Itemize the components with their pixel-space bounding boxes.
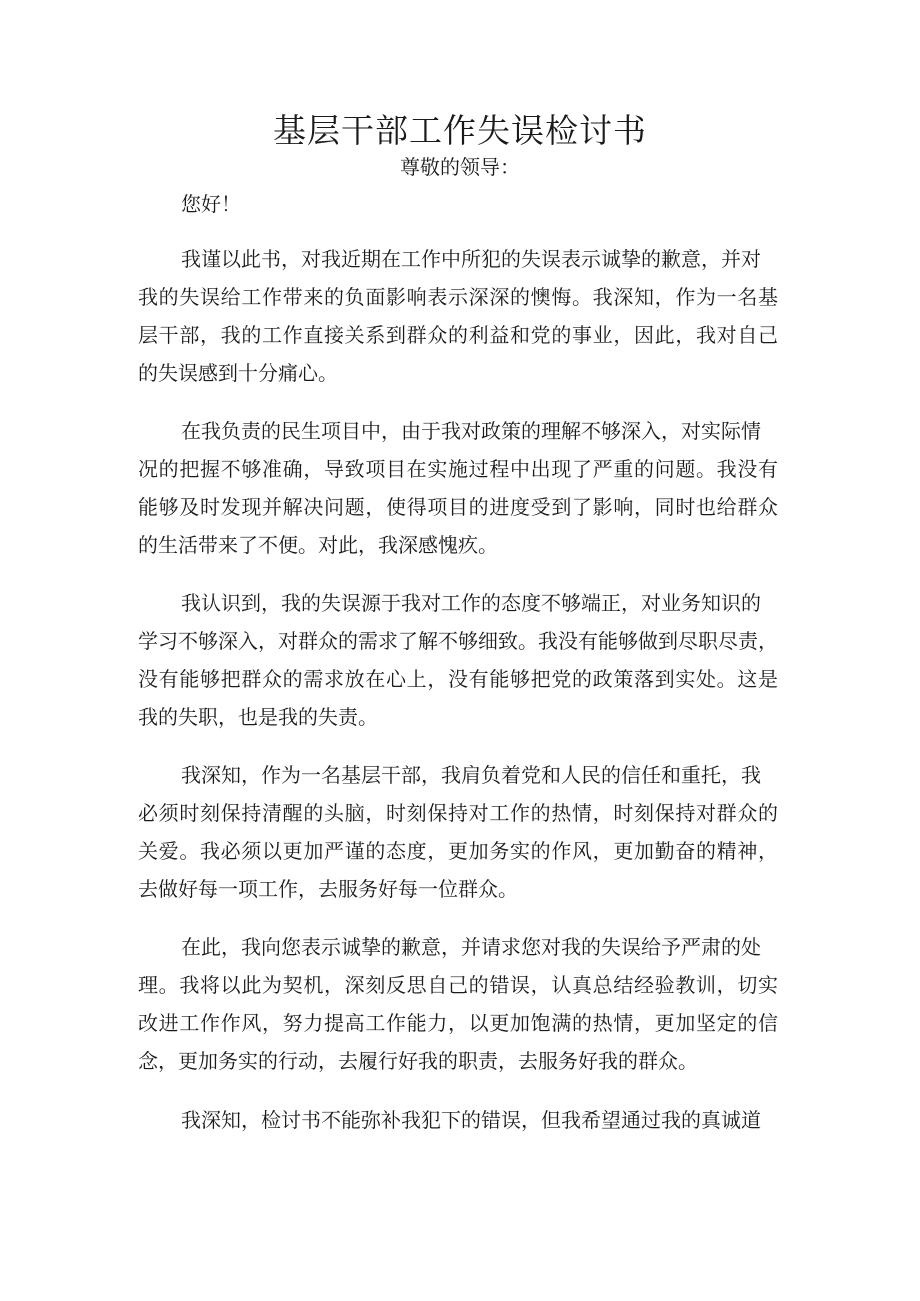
paragraph-line: 我深知，检讨书不能弥补我犯下的错误，但我希望通过我的真诚道 <box>181 1108 761 1132</box>
paragraph-line: 念，更加务实的行动，去履行好我的职责，去服务好我的群众。 <box>138 1049 698 1073</box>
salutation: 尊敬的领导： <box>400 155 520 179</box>
paragraph-line: 去做好每一项工作，去服务好每一位群众。 <box>138 877 518 901</box>
paragraph-6 <box>138 1101 778 1139</box>
paragraph-5 <box>138 928 778 1080</box>
paragraph-line: 理。我将以此为契机，深刻反思自己的错误，认真总结经验教训，切实 <box>138 973 778 997</box>
paragraph-line: 我认识到，我的失误源于我对工作的态度不够端正，对业务知识的 <box>181 591 761 615</box>
paragraph-line: 我的失误给工作带来的负面影响表示深深的懊悔。我深知，作为一名基 <box>138 285 778 309</box>
paragraph-3 <box>138 584 778 736</box>
greeting: 您好！ <box>181 192 241 216</box>
paragraph-line: 在此，我向您表示诚挚的歉意，并请求您对我的失误给予严肃的处 <box>181 935 761 959</box>
paragraph-line: 没有能够把群众的需求放在心上，没有能够把党的政策落到实处。这是 <box>138 667 778 691</box>
paragraph-line: 的生活带来了不便。对此，我深感愧疚。 <box>138 533 498 557</box>
paragraph-line: 况的把握不够准确，导致项目在实施过程中出现了严重的问题。我没有 <box>138 457 778 481</box>
paragraph-line: 我的失职，也是我的失责。 <box>138 705 378 729</box>
paragraph-4 <box>138 756 778 908</box>
paragraph-line: 学习不够深入，对群众的需求了解不够细致。我没有能够做到尽职尽责， <box>138 629 778 653</box>
paragraph-line: 的失误感到十分痛心。 <box>138 361 338 385</box>
paragraph-line: 我深知，作为一名基层干部，我肩负着党和人民的信任和重托，我 <box>181 763 761 787</box>
paragraph-1 <box>138 240 778 392</box>
paragraph-line: 我谨以此书，对我近期在工作中所犯的失误表示诚挚的歉意，并对 <box>181 247 761 271</box>
paragraph-line: 关爱。我必须以更加严谨的态度，更加务实的作风，更加勤奋的精神， <box>138 839 778 863</box>
document-title: 基层干部工作失误检讨书 <box>273 111 647 150</box>
paragraph-line: 必须时刻保持清醒的头脑，时刻保持对工作的热情，时刻保持对群众的 <box>138 801 778 825</box>
paragraph-line: 在我负责的民生项目中，由于我对政策的理解不够深入，对实际情 <box>181 419 761 443</box>
paragraph-line: 改进工作作风，努力提高工作能力，以更加饱满的热情，更加坚定的信 <box>138 1011 778 1035</box>
paragraph-line: 能够及时发现并解决问题，使得项目的进度受到了影响，同时也给群众 <box>138 495 778 519</box>
paragraph-line: 层干部，我的工作直接关系到群众的利益和党的事业，因此，我对自己 <box>138 323 778 347</box>
paragraph-2 <box>138 412 778 564</box>
